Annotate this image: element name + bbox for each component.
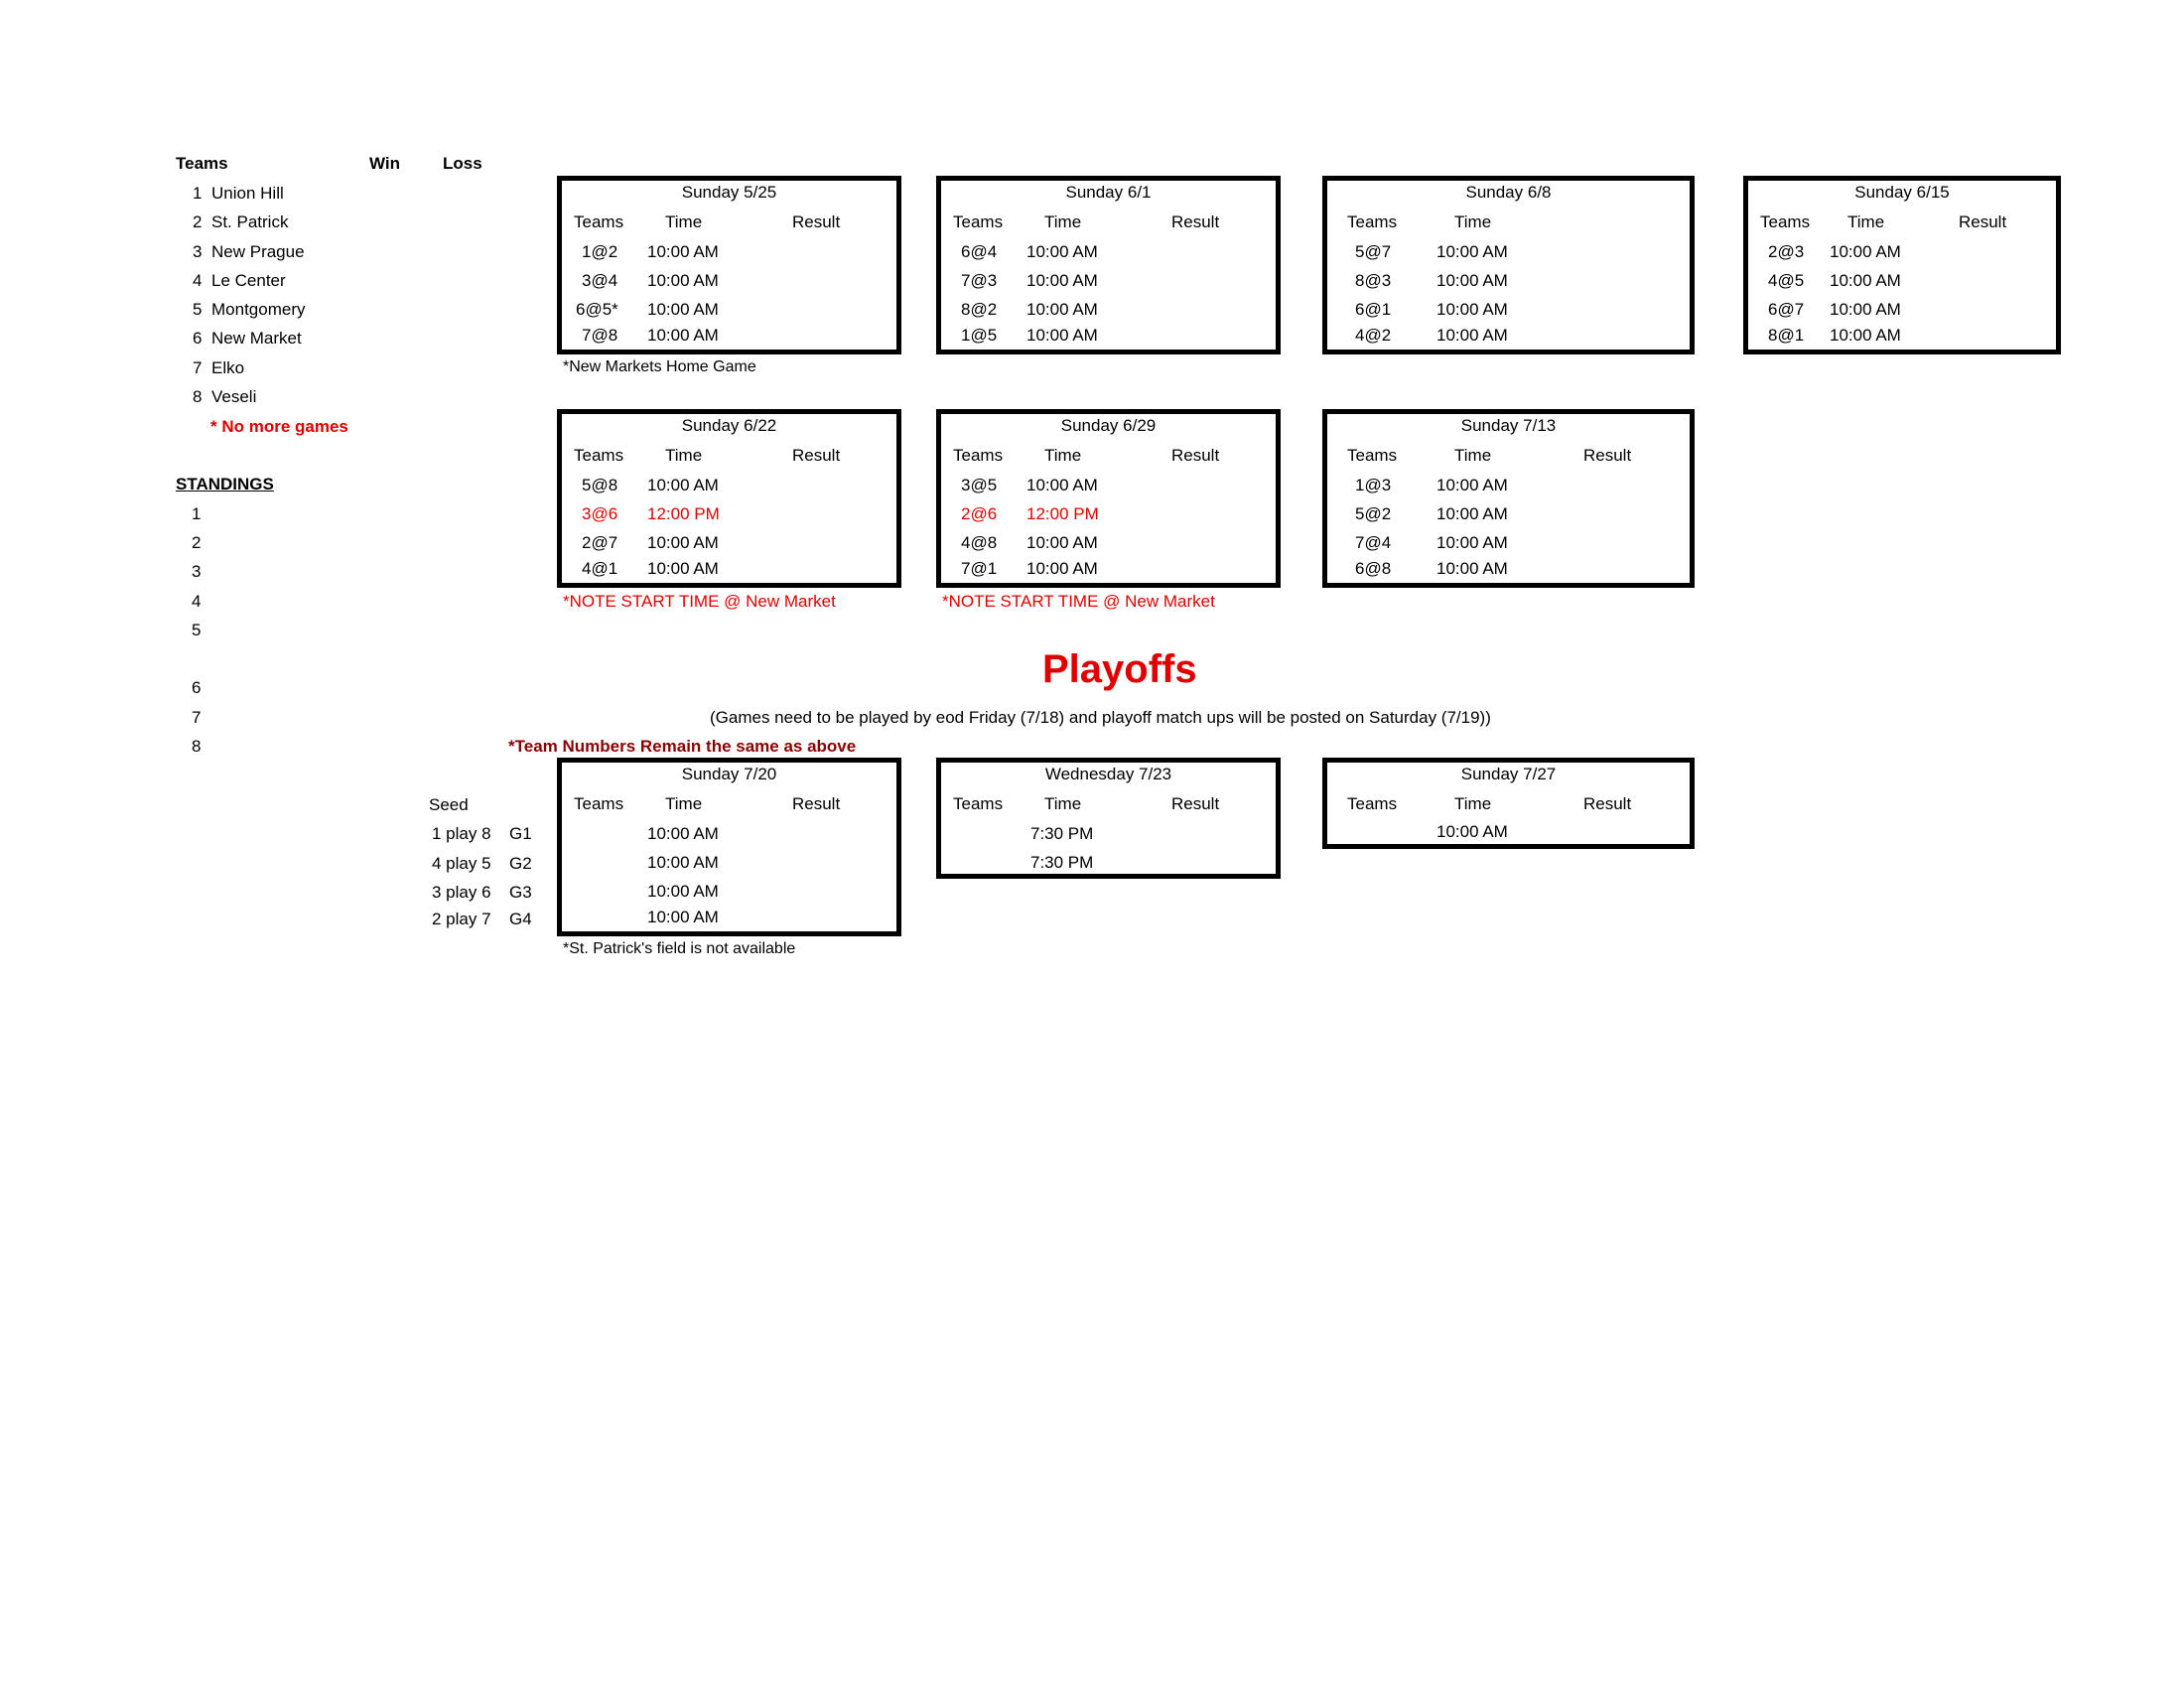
no-more-games-note: * No more games	[210, 417, 348, 436]
col-teams: Teams	[953, 212, 1004, 231]
game-time: 10:00 AM	[647, 271, 719, 290]
col-time: Time	[1454, 212, 1492, 231]
game-time: 10:00 AM	[1436, 271, 1508, 290]
teams-header: Teams	[176, 154, 228, 173]
col-teams: Teams	[574, 446, 624, 465]
game-matchup: 4@8	[961, 533, 998, 552]
col-teams: Teams	[953, 794, 1004, 813]
standings-label: STANDINGS	[176, 475, 274, 493]
game-time: 10:00 AM	[1436, 504, 1508, 523]
game-time: 10:00 AM	[647, 326, 719, 345]
game-time: 10:00 AM	[1436, 326, 1508, 345]
schedule-date: Sunday 7/27	[1460, 765, 1557, 783]
col-time: Time	[1847, 212, 1885, 231]
game-time: 10:00 AM	[647, 300, 719, 319]
game-matchup: 4@1	[582, 559, 618, 578]
standings-rank: 6	[192, 678, 202, 697]
col-teams: Teams	[1347, 446, 1398, 465]
playoffs-title: Playoffs	[1042, 647, 1197, 691]
game-time: 10:00 AM	[1026, 326, 1098, 345]
game-matchup: 2@3	[1768, 242, 1805, 261]
standings-rank: 4	[192, 592, 202, 611]
col-result: Result	[792, 212, 841, 231]
seed-matchup: 4 play 5	[432, 854, 491, 873]
playoff-box-7-20	[557, 758, 901, 936]
game-matchup: 7@8	[582, 326, 618, 345]
playoffs-subtitle: (Games need to be played by eod Friday (7/18) and playoff match ups will be posted on Saturday (7/19))	[710, 708, 1491, 727]
game-time: 10:00 AM	[1436, 242, 1508, 261]
game-time: 10:00 AM	[647, 476, 719, 494]
game-matchup: 7@3	[961, 271, 998, 290]
game-time: 10:00 AM	[1830, 242, 1901, 261]
team-name: Union Hill	[211, 184, 284, 203]
col-time: Time	[1044, 446, 1082, 465]
col-time: Time	[665, 446, 703, 465]
schedule-date: Wednesday 7/23	[1044, 765, 1172, 783]
col-teams: Teams	[1347, 794, 1398, 813]
team-numbers-note: *Team Numbers Remain the same as above	[508, 737, 857, 756]
start-time-note: *NOTE START TIME @ New Market	[563, 592, 836, 611]
game-time: 10:00 AM	[647, 559, 719, 578]
game-matchup: 7@1	[961, 559, 998, 578]
standings-rank: 5	[192, 621, 202, 639]
game-matchup: 5@8	[582, 476, 618, 494]
game-time: 7:30 PM	[1030, 824, 1094, 843]
game-time: 10:00 AM	[1436, 533, 1508, 552]
seed-matchup: 3 play 6	[432, 883, 491, 902]
schedule-box-6-22	[557, 409, 901, 588]
schedule-box-6-1	[936, 176, 1281, 354]
game-time: 10:00 AM	[1830, 300, 1901, 319]
game-time: 10:00 AM	[1436, 559, 1508, 578]
col-time: Time	[1044, 794, 1082, 813]
schedule-date: Sunday 7/13	[1460, 416, 1557, 435]
home-game-note: *New Markets Home Game	[563, 358, 756, 375]
game-matchup: 6@7	[1768, 300, 1805, 319]
team-num: 3	[193, 242, 203, 261]
col-time: Time	[665, 794, 703, 813]
col-result: Result	[1171, 446, 1220, 465]
game-time: 10:00 AM	[1436, 822, 1508, 841]
schedule-box-5-25	[557, 176, 901, 354]
game-matchup: 8@3	[1355, 271, 1392, 290]
game-time: 10:00 AM	[1026, 271, 1098, 290]
seed-matchup: 1 play 8	[432, 824, 491, 843]
col-result: Result	[1171, 212, 1220, 231]
loss-header: Loss	[443, 154, 482, 173]
team-name: New Market	[211, 329, 302, 348]
standings-rank: 8	[192, 737, 202, 756]
game-time: 12:00 PM	[1026, 504, 1099, 523]
col-teams: Teams	[574, 212, 624, 231]
standings-rank: 2	[192, 533, 202, 552]
playoff-box-7-23	[936, 758, 1281, 879]
game-time: 7:30 PM	[1030, 853, 1094, 872]
game-matchup: 8@1	[1768, 326, 1805, 345]
team-num: 5	[193, 300, 203, 319]
team-num: 6	[193, 329, 203, 348]
game-matchup: 8@2	[961, 300, 998, 319]
standings-rank: 7	[192, 708, 202, 727]
game-matchup: 6@1	[1355, 300, 1392, 319]
playoff-box-7-27	[1322, 758, 1695, 849]
col-result: Result	[1583, 794, 1632, 813]
schedule-box-6-29	[936, 409, 1281, 588]
game-matchup: 3@5	[961, 476, 998, 494]
col-time: Time	[1454, 446, 1492, 465]
game-matchup: 3@6	[582, 504, 618, 523]
seed-matchup: 2 play 7	[432, 910, 491, 928]
game-time: 10:00 AM	[647, 824, 719, 843]
schedule-date: Sunday 6/29	[1060, 416, 1157, 435]
game-matchup: 6@5*	[576, 300, 618, 319]
start-time-note: *NOTE START TIME @ New Market	[942, 592, 1215, 611]
schedule-date: Sunday 5/25	[681, 183, 777, 202]
game-matchup: 2@6	[961, 504, 998, 523]
seed-game: G2	[509, 854, 532, 873]
col-result: Result	[1171, 794, 1220, 813]
col-teams: Teams	[1760, 212, 1811, 231]
seed-game: G3	[509, 883, 532, 902]
game-time: 10:00 AM	[1830, 271, 1901, 290]
col-time: Time	[665, 212, 703, 231]
game-matchup: 4@5	[1768, 271, 1805, 290]
game-time: 10:00 AM	[647, 908, 719, 926]
standings-rank: 1	[192, 504, 202, 523]
schedule-date: Sunday 6/15	[1854, 183, 1950, 202]
game-matchup: 5@2	[1355, 504, 1392, 523]
game-time: 10:00 AM	[1026, 559, 1098, 578]
col-result: Result	[1583, 446, 1632, 465]
schedule-date: Sunday 6/8	[1465, 183, 1552, 202]
team-num: 2	[193, 212, 203, 231]
game-matchup: 1@2	[582, 242, 618, 261]
win-header: Win	[369, 154, 401, 173]
col-time: Time	[1454, 794, 1492, 813]
game-time: 10:00 AM	[647, 533, 719, 552]
field-note: *St. Patrick's field is not available	[563, 940, 796, 957]
team-name: Le Center	[211, 271, 286, 290]
col-teams: Teams	[1347, 212, 1398, 231]
game-time: 10:00 AM	[647, 853, 719, 872]
game-matchup: 6@4	[961, 242, 998, 261]
schedule-box-7-13	[1322, 409, 1695, 588]
game-time: 12:00 PM	[647, 504, 720, 523]
game-time: 10:00 AM	[1026, 242, 1098, 261]
col-result: Result	[792, 794, 841, 813]
schedule-box-6-8	[1322, 176, 1695, 354]
team-num: 4	[193, 271, 203, 290]
schedule-date: Sunday 6/22	[681, 416, 777, 435]
team-name: St. Patrick	[211, 212, 289, 231]
col-time: Time	[1044, 212, 1082, 231]
seed-game: G4	[509, 910, 532, 928]
schedule-box-6-15	[1743, 176, 2061, 354]
team-num: 7	[193, 358, 203, 377]
game-time: 10:00 AM	[1026, 476, 1098, 494]
game-matchup: 1@5	[961, 326, 998, 345]
team-name: Montgomery	[211, 300, 306, 319]
game-matchup: 5@7	[1355, 242, 1392, 261]
team-name: Veseli	[211, 387, 257, 406]
game-matchup: 1@3	[1355, 476, 1392, 494]
game-matchup: 3@4	[582, 271, 618, 290]
game-time: 10:00 AM	[1026, 533, 1098, 552]
game-time: 10:00 AM	[647, 882, 719, 901]
game-time: 10:00 AM	[1830, 326, 1901, 345]
game-time: 10:00 AM	[1436, 476, 1508, 494]
game-matchup: 2@7	[582, 533, 618, 552]
schedule-date: Sunday 7/20	[681, 765, 777, 783]
standings-rank: 3	[192, 562, 202, 581]
team-name: Elko	[211, 358, 245, 377]
game-matchup: 4@2	[1355, 326, 1392, 345]
col-teams: Teams	[953, 446, 1004, 465]
game-matchup: 6@8	[1355, 559, 1392, 578]
team-num: 1	[193, 184, 203, 203]
seed-game: G1	[509, 824, 532, 843]
team-num: 8	[193, 387, 203, 406]
schedule-date: Sunday 6/1	[1065, 183, 1152, 202]
team-name: New Prague	[211, 242, 305, 261]
col-teams: Teams	[574, 794, 624, 813]
game-matchup: 7@4	[1355, 533, 1392, 552]
seed-label: Seed	[429, 795, 469, 814]
game-time: 10:00 AM	[647, 242, 719, 261]
game-time: 10:00 AM	[1026, 300, 1098, 319]
col-result: Result	[792, 446, 841, 465]
col-result: Result	[1959, 212, 2007, 231]
game-time: 10:00 AM	[1436, 300, 1508, 319]
